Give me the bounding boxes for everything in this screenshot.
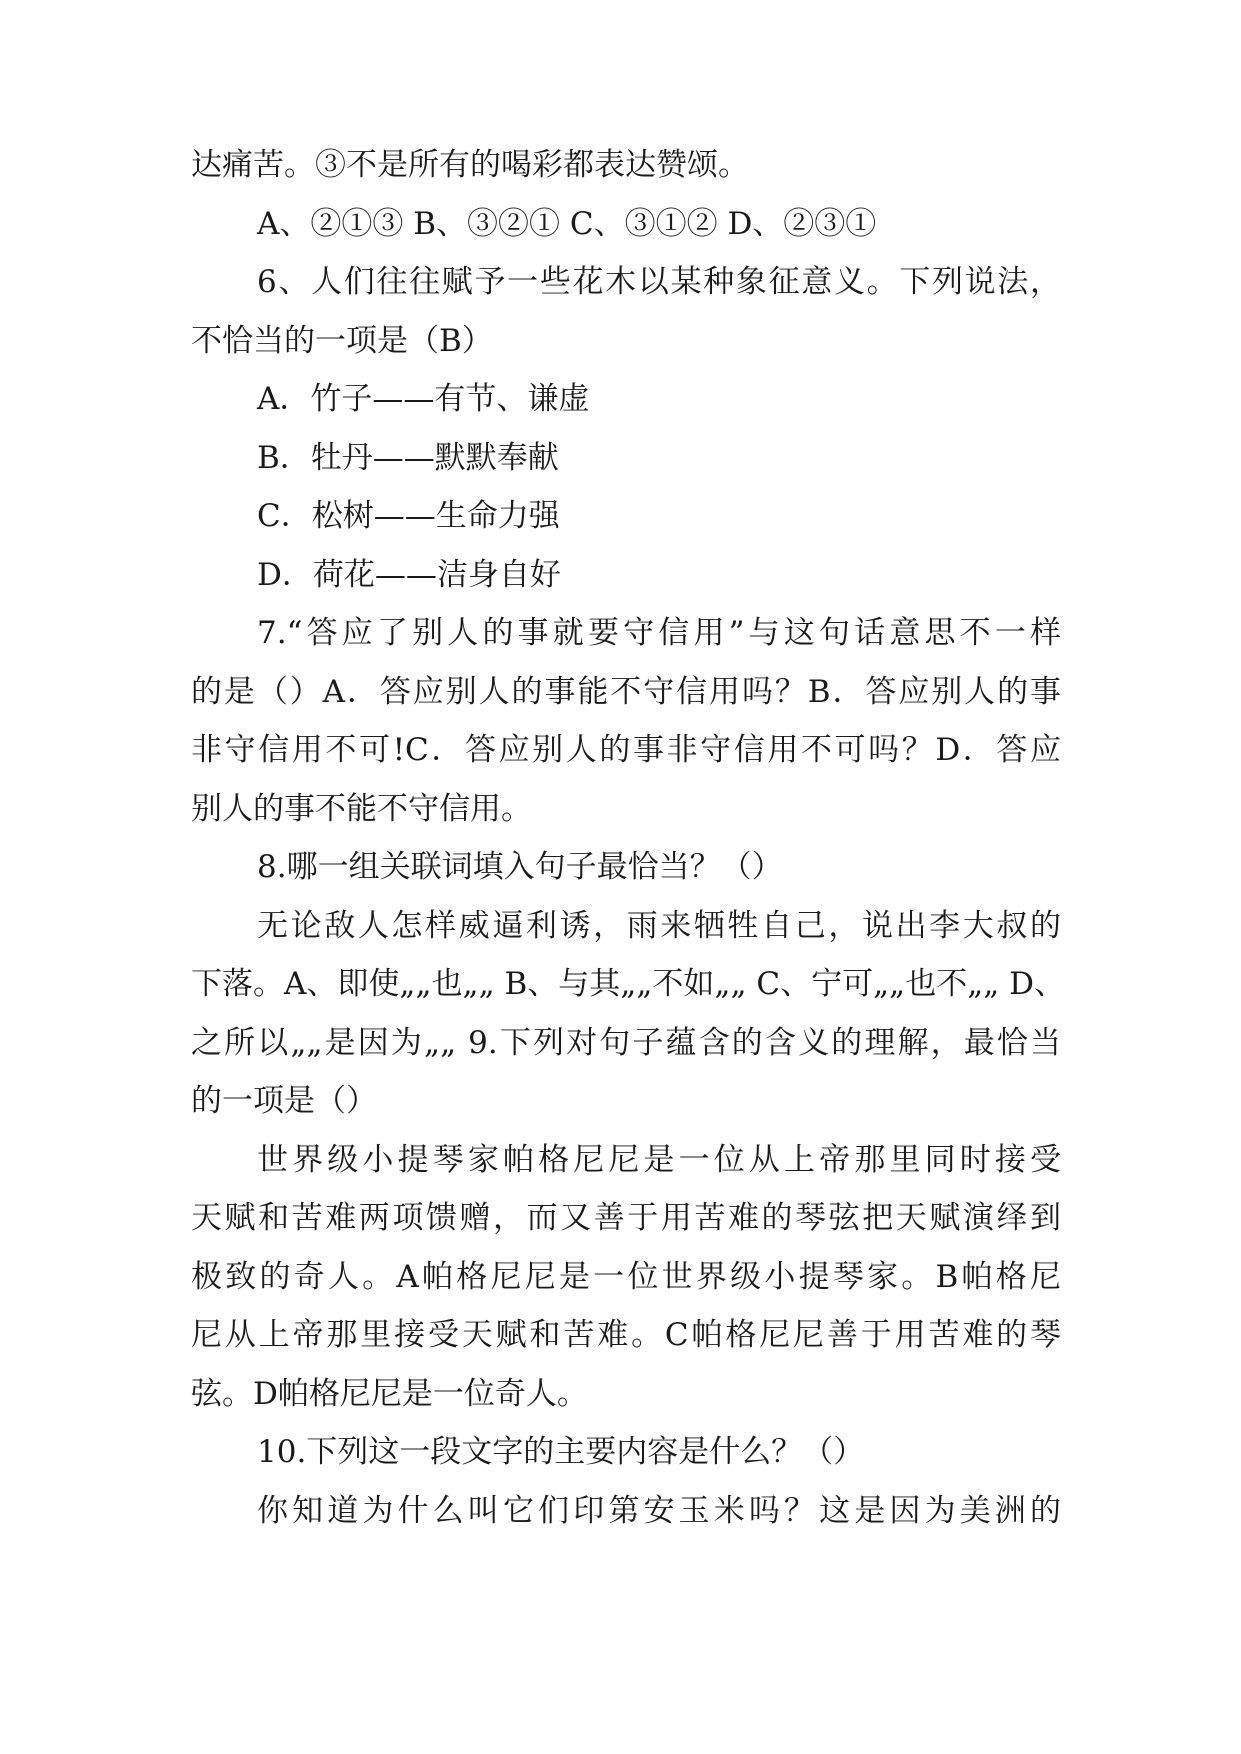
option-c-line: C．松树——生命力强	[257, 498, 560, 534]
text-line: 下落。A、即使„„也„„ B、与其„„不如„„ C、宁可„„也不„„ D、	[191, 966, 1066, 1002]
text-line: 极致的奇人。A帕格尼尼是一位世界级小提琴家。B帕格尼	[191, 1258, 1061, 1295]
question-8-line: 8.哪一组关联词填入句子最恰当？（）	[257, 849, 783, 885]
text-line: 的是（）A．答应别人的事能不守信用吗？B．答应别人的事	[191, 673, 1061, 710]
option-b-line: B．牡丹——默默奉献	[257, 439, 559, 476]
answer-options-line: A、②①③ B、③②① C、③①② D、②③①	[257, 205, 877, 242]
question-10-line: 10.下列这一段文字的主要内容是什么？（）	[257, 1434, 865, 1470]
question-7-line: 7.“答应了别人的事就要守信用”与这句话意思不一样	[257, 615, 1061, 651]
text-line: 天赋和苦难两项馈赠，而又善于用苦难的琴弦把天赋演绎到	[191, 1200, 1061, 1236]
option-d-line: D．荷花——洁身自好	[257, 556, 561, 593]
text-line: 尼从上帝那里接受天赋和苦难。C帕格尼尼善于用苦难的琴	[191, 1317, 1061, 1353]
text-line: 无论敌人怎样威逼利诱，雨来牺牲自己，说出李大叔的	[257, 907, 1061, 944]
text-line: 非守信用不可!C．答应别人的事非守信用不可吗？D．答应	[191, 732, 1061, 768]
text-line: 的一项是（）	[191, 1083, 377, 1119]
document-page	[191, 136, 1066, 1540]
text-line: 别人的事不能不守信用。	[191, 790, 532, 827]
text-line: 弦。D帕格尼尼是一位奇人。	[191, 1375, 588, 1412]
text-line: 你知道为什么叫它们印第安玉米吗？这是因为美洲的	[257, 1492, 1061, 1529]
question-6-line: 6、人们往往赋予一些花木以某种象征意义。下列说法，	[257, 264, 1061, 300]
text-line: 不恰当的一项是（B）	[191, 322, 493, 359]
text-line: 达痛苦。③不是所有的喝彩都表达赞颂。	[191, 147, 749, 183]
question-9-line: 之所以„„是因为„„ 9.下列对句子蕴含的含义的理解，最恰当	[191, 1024, 1061, 1061]
text-line: 世界级小提琴家帕格尼尼是一位从上帝那里同时接受	[257, 1141, 1061, 1178]
option-a-line: A．竹子——有节、谦虚	[257, 381, 590, 417]
